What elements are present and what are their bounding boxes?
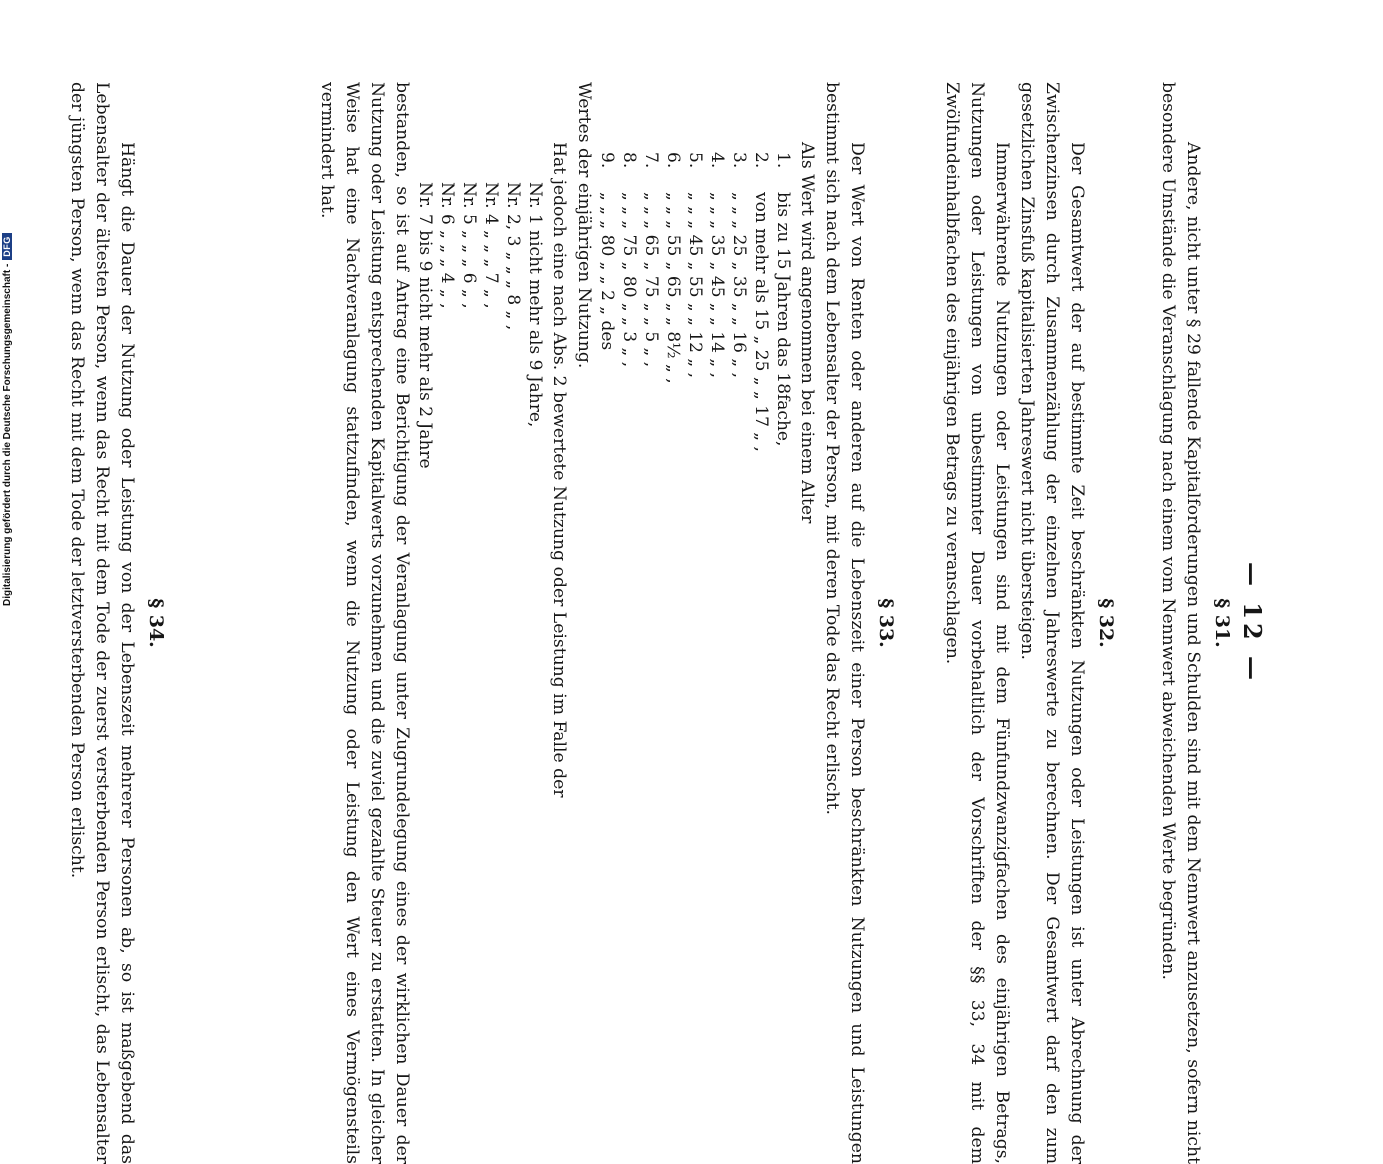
row-text: „ „ „ 55 „ 65 „ „ 8½ „ ,: [663, 192, 683, 384]
table-row: [772, 152, 794, 1012]
row-text: „ „ „ 65 „ 75 „ „ 5 „ ,: [641, 192, 661, 368]
row-number: 1.: [773, 152, 793, 169]
row-number: 4.: [707, 152, 727, 169]
dfg-logo: DFG: [2, 233, 12, 260]
row-text: „ „ „ 35 „ 45 „ „ 14 „ ,: [707, 192, 727, 378]
row-number: 5.: [685, 152, 705, 169]
table-row: [706, 152, 728, 1012]
section-33: [314, 82, 897, 1164]
list-item: Nr. 4 „ „ „ 7 „ ,: [481, 182, 501, 309]
section-34: [64, 82, 167, 1164]
section-33-paragraph-4: Hat jedoch eine nach Abs. 2 bewertete Nutzung oder Leistung im Falle der: [549, 142, 569, 798]
section-33-paragraph-2: Als Wert wird angenommen bei einem Alter: [797, 142, 817, 524]
row-text: „ „ „ 25 „ 35 „ „ 16 „ ,: [729, 192, 749, 378]
row-number: 3.: [729, 152, 749, 169]
section-31: [1155, 82, 1233, 1164]
row-text: „ „ „ 80 „ „ 2 „ des: [597, 192, 617, 351]
section-32-paragraph-1: Der Gesamtwert der auf bestimmte Zeit beschränkten Nutzungen oder Leistungen ist unter Abrechnung der Zwischenzinsen durch Zusammenzählung der einzelnen Jahreswerte zu berechnen. Der Gesamtwert darf den zum gesetzlichen Zinsfuß kapitalisierten Jahreswert nicht übersteigen.: [1017, 82, 1087, 1164]
row-number: 8.: [619, 152, 639, 169]
section-32: [939, 82, 1117, 1164]
section-33-paragraph-3: Wertes der einjährigen Nutzung.: [574, 82, 594, 369]
section-34-paragraph-1: Hängt die Dauer der Nutzung oder Leistung von der Lebenszeit mehrerer Personen ab, so ist maßgebend das Lebensalter der ältesten Person, wenn das Recht mit dem Tode der zuerst versterbenden Person erlischt, das Lebensalter der jüngsten Person, wenn das Recht mit dem Tode der letztversterbenden Person erlischt.: [67, 82, 137, 1164]
section-34-heading: § 34.: [145, 598, 167, 648]
list-item: Nr. 6 „ „ „ 4 „ ,: [437, 182, 457, 309]
list-item: Nr. 7 bis 9 nicht mehr als 2 Jahre: [415, 182, 435, 469]
table-row: [728, 152, 750, 1012]
section-33-paragraph-5: bestanden, so ist auf Antrag eine Berichtigung der Veranlagung unter Zugrundelegung eines der wirklichen Dauer der Nutzung oder Leistung entsprechenden Kapitalwerts vorzunehmen und die zuviel gezahlte Steuer zu erstatten. In gleicher Weise hat eine Nachveranlagung stattzufinden, wenn die Nutzung oder Leistung den Wert eines Vermögensteils vermindert hat.: [317, 82, 412, 1164]
row-number: 9.: [597, 152, 617, 169]
age-value-table: [596, 152, 794, 1012]
duration-list: [414, 182, 546, 1164]
table-row: [596, 152, 618, 1012]
section-32-paragraph-2: Immerwährende Nutzungen oder Leistungen sind mit dem Fünfundzwanzigfachen des einjährigen Betrags, Nutzungen oder Leistungen von unbestimmter Dauer vorbehaltlich der Vorschriften der §§ 33, 34 mit dem Zwölfundeinhalbfachen des einjährigen Betrags zu veranschlagen.: [942, 82, 1012, 1164]
table-row: [684, 152, 706, 1012]
row-number: 6.: [663, 152, 683, 169]
digitization-credit: [2, 226, 18, 606]
row-text: „ „ „ 45 „ 55 „ „ 12 „ ,: [685, 192, 705, 378]
section-31-heading: § 31.: [1211, 598, 1233, 648]
row-text: „ „ „ 75 „ 80 „ „ 3 „ ,: [619, 192, 639, 368]
section-33-paragraph-1: Der Wert von Renten oder anderen auf die Lebenszeit einer Person beschränkten Nutzungen und Leistungen bestimmt sich nach dem Lebensalter der Person, mit deren Tode das Recht erlischt.: [822, 82, 867, 1164]
list-item: Nr. 5 „ „ „ 6 „ ,: [459, 182, 479, 309]
table-row: [750, 152, 772, 1012]
row-text: bis zu 15 Jahren das 18fache,: [773, 192, 793, 447]
list-item: Nr. 2, 3 „ „ „ 8 „ ,: [503, 182, 523, 331]
section-31-text: Andere, nicht unter § 29 fallende Kapitalforderungen und Schulden sind mit dem Nennwert anzusetzen, sofern nicht besondere Umstände die Veranschlagung nach einem vom Nennwert abweichenden Werte begründen.: [1158, 82, 1203, 1164]
section-32-heading: § 32.: [1095, 598, 1117, 648]
section-33-heading: § 33.: [875, 598, 897, 648]
row-text: von mehr als 15 „ 25 „ „ 17 „ ,: [751, 192, 771, 452]
credit-text: Digitalisierung gefördert durch die Deutsche Forschungsgemeinschaft -: [2, 263, 13, 606]
table-row: [618, 152, 640, 1012]
table-row: [640, 152, 662, 1012]
row-number: 2.: [751, 152, 771, 169]
page-number: — 12 —: [1238, 561, 1267, 685]
table-row: [662, 152, 684, 1012]
row-number: 7.: [641, 152, 661, 169]
list-item: Nr. 1 nicht mehr als 9 Jahre,: [525, 182, 545, 428]
